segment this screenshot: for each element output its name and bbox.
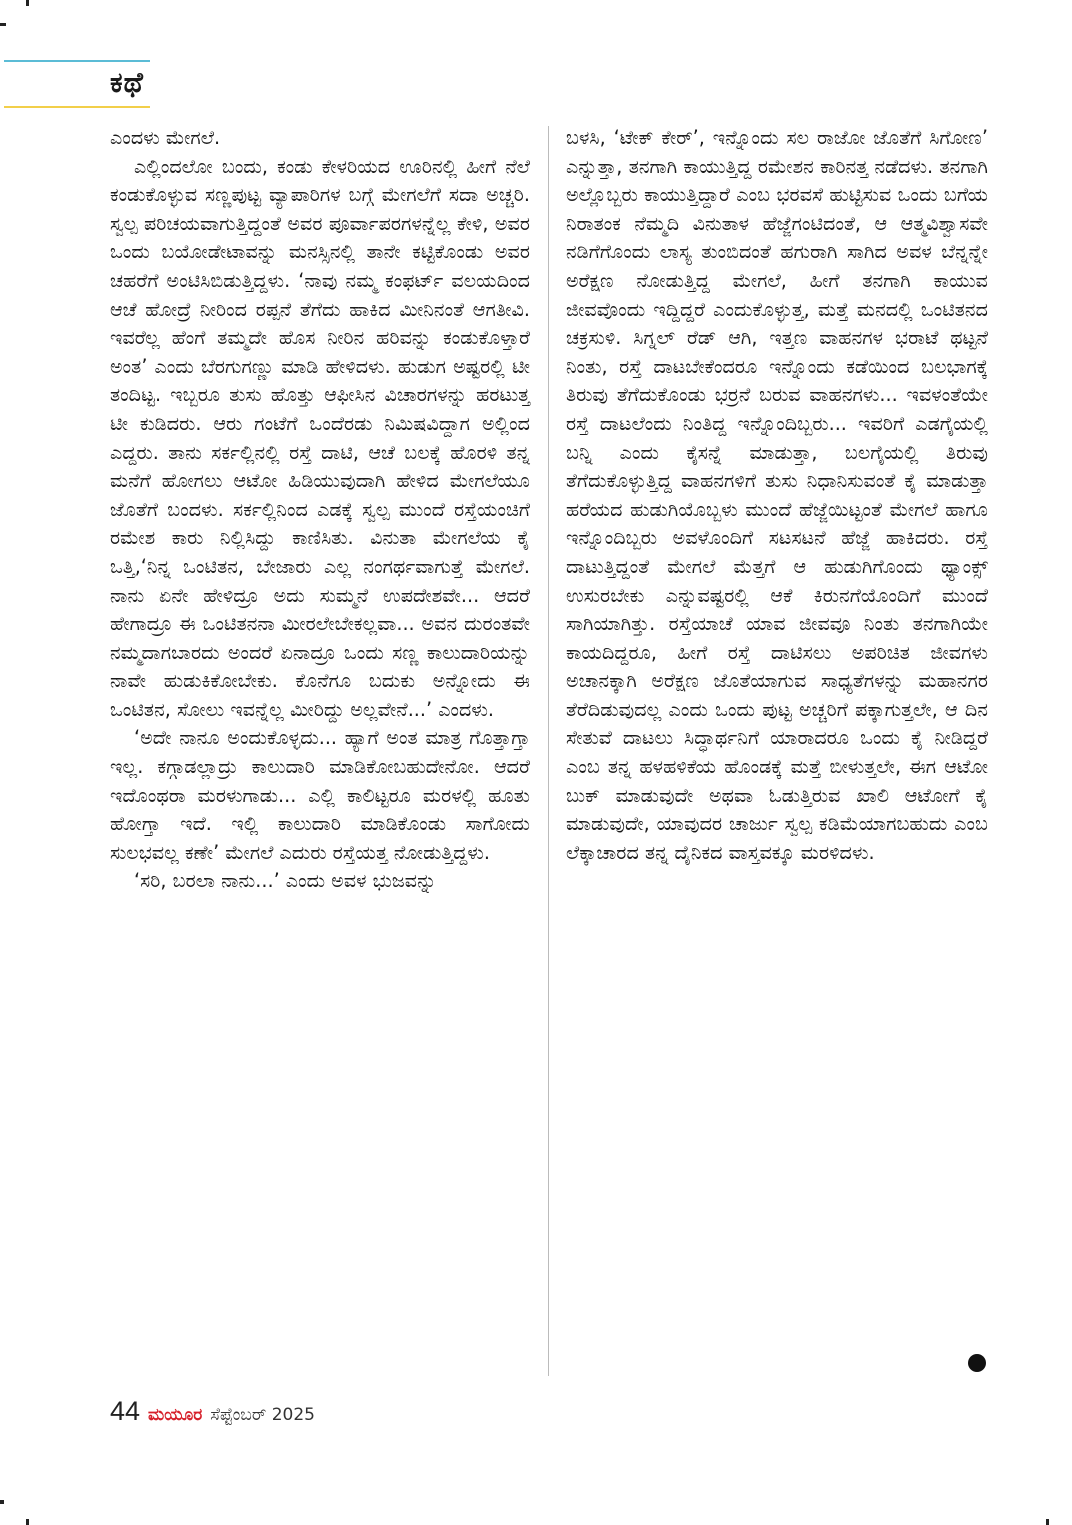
crop-mark: [0, 23, 6, 26]
magazine-logo: ಮಯೂರ: [148, 1405, 203, 1425]
section-title: ಕಥೆ: [110, 66, 144, 99]
page-footer: [110, 1396, 315, 1427]
column-divider: [548, 126, 549, 1376]
crop-mark: [1046, 1519, 1049, 1525]
page-number: 44: [110, 1396, 141, 1426]
paragraph: ಬಳಸಿ, ‘ಟೇಕ್ ಕೇರ್’, ಇನ್ನೊಂದು ಸಲ ರಾಜೋ ಜೊತೆಗೆ ಸಿಗೋಣ’ ಎನ್ನುತ್ತಾ, ತನಗಾಗಿ ಕಾಯುತ್ತಿದ್ದ ರಮೇಶನ ಕಾರಿನತ್ತ ನಡೆದಳು. ತನಗಾಗಿ ಅಲ್ಲೊಬ್ಬರು ಕಾಯುತ್ತಿದ್ದಾರೆ ಎಂಬ ಭರವಸೆ ಹುಟ್ಟಿಸುವ ಒಂದು ಬಗೆಯ ನಿರಾತಂಕ ನೆಮ್ಮದಿ ವಿನುತಾಳ ಹೆಜ್ಜೆಗಂಟಿದಂತೆ, ಆ ಆತ್ಮವಿಶ್ವಾಸವೇ ನಡಿಗೆಗೊಂದು ಲಾಸ್ಯ ತುಂಬಿದಂತೆ ಹಗುರಾಗಿ ಸಾಗಿದ ಅವಳ ಬೆನ್ನನ್ನೇ ಅರೆಕ್ಷಣ ನೋಡುತ್ತಿದ್ದ ಮೇಗಲೆ, ಹೀಗೆ ತನಗಾಗಿ ಕಾಯುವ ಜೀವವೊಂದು ಇದ್ದಿದ್ದರೆ ಎಂದುಕೊಳ್ಳುತ್ತ, ಮತ್ತೆ ಮನದಲ್ಲಿ ಒಂಟಿತನದ ಚಕ್ರಸುಳಿ. ಸಿಗ್ನಲ್ ರೆಡ್ ಆಗಿ, ಇತ್ತಣ ವಾಹನಗಳ ಭರಾಟೆ ಥಟ್ಟನೆ ನಿಂತು, ರಸ್ತೆ ದಾಟಬೇಕೆಂದರೂ ಇನ್ನೊಂದು ಕಡೆಯಿಂದ ಬಲಭಾಗಕ್ಕೆ ತಿರುವು ತೆಗೆದುಕೊಂಡು ಭರ್ರನೆ ಬರುವ ವಾಹನಗಳು... ಇವಳಂತೆಯೇ ರಸ್ತೆ ದಾಟಲೆಂದು ನಿಂತಿದ್ದ ಇನ್ನೊಂದಿಬ್ಬರು... ಇವರಿಗೆ ಎಡಗೈಯಲ್ಲಿ ಬನ್ನಿ ಎಂದು ಕೈಸನ್ನೆ ಮಾಡುತ್ತಾ, ಬಲಗೈಯಲ್ಲಿ ತಿರುವು ತೆಗೆದುಕೊಳ್ಳುತ್ತಿದ್ದ ವಾಹನಗಳಿಗೆ ತುಸು ನಿಧಾನಿಸುವಂತೆ ಕೈ ಮಾಡುತ್ತಾ ಹರೆಯದ ಹುಡುಗಿಯೊಬ್ಬಳು ಮುಂದೆ ಹೆಜ್ಜೆಯಿಟ್ಟಂತೆ ಮೇಗಲೆ ಹಾಗೂ ಇನ್ನೊಂದಿಬ್ಬರು ಅವಳೊಂದಿಗೆ ಸಟಸಟನೆ ಹೆಜ್ಜೆ ಹಾಕಿದರು. ರಸ್ತೆ ದಾಟುತ್ತಿದ್ದಂತೆ ಮೇಗಲೆ ಮೆತ್ತಗೆ ಆ ಹುಡುಗಿಗೊಂದು ಥ್ಯಾಂಕ್ಸ್ ಉಸುರಬೇಕು ಎನ್ನುವಷ್ಟರಲ್ಲಿ ಆಕೆ ಕಿರುನಗೆಯೊಂದಿಗೆ ಮುಂದೆ ಸಾಗಿಯಾಗಿತ್ತು. ರಸ್ತೆಯಾಚೆ ಯಾವ ಜೀವವೂ ನಿಂತು ತನಗಾಗಿಯೇ ಕಾಯದಿದ್ದರೂ, ಹೀಗೆ ರಸ್ತೆ ದಾಟಿಸಲು ಅಪರಿಚಿತ ಜೀವಗಳು ಅಚಾನಕ್ಕಾಗಿ ಅರೆಕ್ಷಣ ಜೊತೆಯಾಗುವ ಸಾಧ್ಯತೆಗಳನ್ನು ಮಹಾನಗರ ತೆರೆದಿಡುವುದಲ್ಲ ಎಂದು ಒಂದು ಪುಟ್ಟ ಅಚ್ಚರಿಗೆ ಪಕ್ಕಾಗುತ್ತಲೇ, ಆ ದಿನ ಸೇತುವೆ ದಾಟಲು ಸಿದ್ಧಾರ್ಥನಿಗೆ ಯಾರಾದರೂ ಒಂದು ಕೈ ನೀಡಿದ್ದರೆ ಎಂಬ ತನ್ನ ಹಳಹಳಿಕೆಯ ಹೊಂಡಕ್ಕೆ ಮತ್ತೆ ಬೀಳುತ್ತಲೇ, ಈಗ ಆಟೋ ಬುಕ್ ಮಾಡುವುದೇ ಅಥವಾ ಓಡುತ್ತಿರುವ ಖಾಲಿ ಆಟೋಗೆ ಕೈ ಮಾಡುವುದೇ, ಯಾವುದರ ಚಾರ್ಜು ಸ್ವಲ್ಪ ಕಡಿಮೆಯಾಗಬಹುದು ಎಂಬ ಲೆಕ್ಕಾಚಾರದ ತನ್ನ ದೈನಿಕದ ವಾಸ್ತವಕ್ಕೂ ಮರಳಿದಳು.: [566, 126, 988, 864]
paragraph: ಎಂದಳು ಮೇಗಲೆ.: [110, 126, 221, 149]
section-bottom-rule: [4, 106, 150, 108]
crop-mark: [0, 1500, 4, 1504]
issue-date: ಸೆಪ್ಟೆಂಬರ್ 2025: [210, 1405, 315, 1425]
crop-mark: [26, 0, 29, 6]
crop-mark: [26, 1519, 29, 1525]
paragraph: ‘ಸರಿ, ಬರಲಾ ನಾನು...’ ಎಂದು ಅವಳ ಭುಜವನ್ನು: [134, 869, 437, 893]
section-top-rule: [4, 60, 150, 62]
right-column: [566, 124, 988, 867]
left-column: [110, 124, 530, 896]
paragraph: ‘ಅದೇ ನಾನೂ ಅಂದುಕೊಳ್ಳದು... ಹ್ಯಾಗೆ ಅಂತ ಮಾತ್ರ ಗೊತ್ತಾಗ್ತಾ ಇಲ್ಲ. ಕಗ್ಗಾಡಲ್ಲಾದ್ರು ಕಾಲುದಾರಿ ಮಾಡಿಕೋಬಹುದೇನೋ. ಆದರೆ ಇದೊಂಥರಾ ಮರಳುಗಾಡು... ಎಲ್ಲಿ ಕಾಲಿಟ್ಟರೂ ಮರಳಲ್ಲಿ ಹೂತು ಹೋಗ್ತಾ ಇದೆ. ಇಲ್ಲಿ ಕಾಲುದಾರಿ ಮಾಡಿಕೊಂಡು ಸಾಗೋದು ಸುಲಭವಲ್ಲ ಕಣೇ’ ಮೇಗಲೆ ಎದುರು ರಸ್ತೆಯತ್ತ ನೋಡುತ್ತಿದ್ದಳು.: [110, 726, 530, 864]
end-of-story-dot-icon: [968, 1354, 986, 1372]
paragraph: ಎಲ್ಲಿಂದಲೋ ಬಂದು, ಕಂಡು ಕೇಳರಿಯದ ಊರಿನಲ್ಲಿ ಹೀಗೆ ನೆಲೆ ಕಂಡುಕೊಳ್ಳುವ ಸಣ್ಣಪುಟ್ಟ ವ್ಯಾಪಾರಿಗಳ ಬಗ್ಗೆ ಮೇಗಲೆಗೆ ಸದಾ ಅಚ್ಚರಿ. ಸ್ವಲ್ಪ ಪರಿಚಯವಾಗುತ್ತಿದ್ದಂತೆ ಅವರ ಪೂರ್ವಾಪರಗಳನ್ನೆಲ್ಲ ಕೇಳಿ, ಅವರ ಒಂದು ಬಯೋಡೇಟಾವನ್ನು ಮನಸ್ಸಿನಲ್ಲಿ ತಾನೇ ಕಟ್ಟಿಕೊಂಡು ಅವರ ಚಹರೆಗೆ ಅಂಟಿಸಿಬಿಡುತ್ತಿದ್ದಳು. ‘ನಾವು ನಮ್ಮ ಕಂಫರ್ಟ್ ವಲಯದಿಂದ ಆಚೆ ಹೋದ್ರೆ ನೀರಿಂದ ರಪ್ಪನೆ ತೆಗೆದು ಹಾಕಿದ ಮೀನಿನಂತೆ ಆಗತೀವಿ. ಇವರೆಲ್ಲ ಹೆಂಗೆ ತಮ್ಮದೇ ಹೊಸ ನೀರಿನ ಹರಿವನ್ನು ಕಂಡುಕೊಳ್ತಾರೆ ಅಂತ’ ಎಂದು ಬೆರಗುಗಣ್ಣು ಮಾಡಿ ಹೇಳಿದಳು. ಹುಡುಗ ಅಷ್ಟರಲ್ಲಿ ಟೀ ತಂದಿಟ್ಟ. ಇಬ್ಬರೂ ತುಸು ಹೊತ್ತು ಆಫೀಸಿನ ವಿಚಾರಗಳನ್ನು ಹರಟುತ್ತ ಟೀ ಕುಡಿದರು. ಆರು ಗಂಟೆಗೆ ಒಂದೆರಡು ನಿಮಿಷವಿದ್ದಾಗ ಅಲ್ಲಿಂದ ಎದ್ದರು. ತಾನು ಸರ್ಕಲ್ಲಿನಲ್ಲಿ ರಸ್ತೆ ದಾಟಿ, ಆಚೆ ಬಲಕ್ಕೆ ಹೊರಳಿ ತನ್ನ ಮನೆಗೆ ಹೋಗಲು ಆಟೋ ಹಿಡಿಯುವುದಾಗಿ ಹೇಳಿದ ಮೇಗಲೆಯೂ ಜೊತೆಗೆ ಬಂದಳು. ಸರ್ಕಲ್ಲಿನಿಂದ ಎಡಕ್ಕೆ ಸ್ವಲ್ಪ ಮುಂದೆ ರಸ್ತೆಯಂಚಿಗೆ ರಮೇಶ ಕಾರು ನಿಲ್ಲಿಸಿದ್ದು ಕಾಣಿಸಿತು. ವಿನುತಾ ಮೇಗಲೆಯ ಕೈ ಒತ್ತಿ,‘ನಿನ್ನ ಒಂಟಿತನ, ಬೇಜಾರು ಎಲ್ಲ ನಂಗರ್ಥವಾಗುತ್ತೆ ಮೇಗಲೆ. ನಾನು ಏನೇ ಹೇಳಿದ್ರೂ ಅದು ಸುಮ್ಮನೆ ಉಪದೇಶವೇ... ಆದರೆ ಹೇಗಾದ್ರೂ ಈ ಒಂಟಿತನನಾ ಮೀರಲೇಬೇಕಲ್ಲವಾ... ಅವನ ದುರಂತವೇ ನಮ್ಮದಾಗಬಾರದು ಅಂದರೆ ಏನಾದ್ರೂ ಒಂದು ಸಣ್ಣ ಕಾಲುದಾರಿಯನ್ನು ನಾವೇ ಹುಡುಕಿಕೋಬೇಕು. ಕೊನೆಗೂ ಬದುಕು ಅನ್ನೋದು ಈ ಒಂಟಿತನ, ಸೋಲು ಇವನ್ನೆಲ್ಲ ಮೀರಿದ್ದು ಅಲ್ಲವೇನೆ...’ ಎಂದಳು.: [110, 154, 530, 721]
